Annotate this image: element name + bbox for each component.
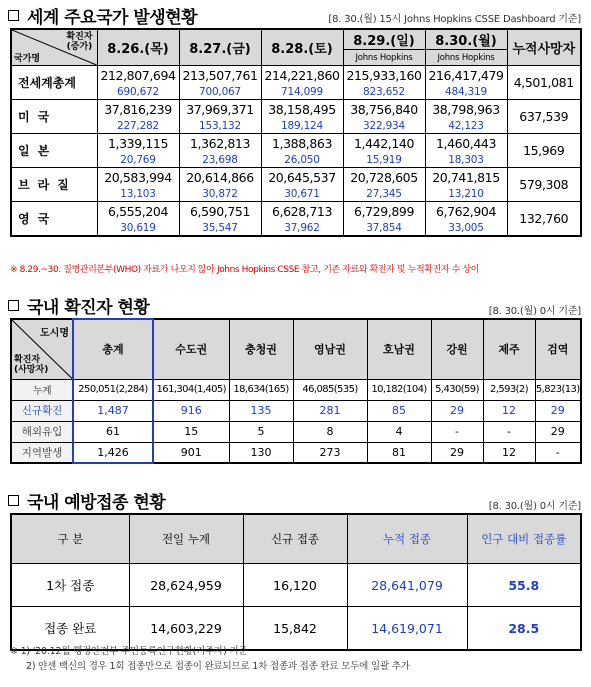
footnote-2: 2) 얀센 백신의 경우 1회 접종만으로 접종이 완료되므로 1차 접종과 접종 완료 모두에 일괄 추가 bbox=[26, 661, 410, 672]
total-cases-cell: 6,555,204 bbox=[97, 202, 179, 221]
country-name: 영국 bbox=[11, 202, 97, 236]
deaths-cell: 579,308 bbox=[507, 168, 581, 202]
row-label: 누계 bbox=[11, 379, 73, 400]
value-cell: 29 bbox=[431, 400, 483, 421]
value-cell: 1,426 bbox=[73, 442, 153, 463]
date-header: 8.30.(월) bbox=[425, 29, 507, 50]
column-header: 제주 bbox=[483, 319, 535, 379]
corner-top-label: 도시명 bbox=[40, 328, 69, 339]
world-status-table bbox=[10, 28, 582, 237]
column-header: 누적 접종 bbox=[347, 514, 467, 564]
rate-cell: 55.8 bbox=[467, 564, 581, 607]
increase-cell: 189,124 bbox=[261, 119, 343, 134]
increase-cell: 23,698 bbox=[179, 153, 261, 168]
column-header: 영남권 bbox=[293, 319, 367, 379]
deaths-cell: 637,539 bbox=[507, 100, 581, 134]
value-cell: 135 bbox=[229, 400, 293, 421]
value-cell: 12 bbox=[483, 400, 535, 421]
value-cell: 46,085(535) bbox=[293, 379, 367, 400]
value-cell: 250,051(2,284) bbox=[73, 379, 153, 400]
row-label: 신규확진 bbox=[11, 400, 73, 421]
increase-cell: 690,672 bbox=[97, 85, 179, 100]
footnote-1: ※ 1) '20.12월 행정안전부 주민등록인구현황(거주자) 기준 bbox=[10, 646, 248, 657]
corner-header bbox=[11, 319, 73, 379]
value-cell: 61 bbox=[73, 421, 153, 442]
column-header: 호남권 bbox=[367, 319, 431, 379]
increase-cell: 20,769 bbox=[97, 153, 179, 168]
deaths-cell: 15,969 bbox=[507, 134, 581, 168]
increase-cell: 33,005 bbox=[425, 221, 507, 236]
prev-total-cell: 14,603,229 bbox=[129, 607, 243, 651]
increase-cell: 13,103 bbox=[97, 187, 179, 202]
section2-source: [8. 30.(월) 0시 기준] bbox=[488, 306, 581, 317]
corner-bottom-label: 확진자 bbox=[14, 354, 41, 365]
total-cases-cell: 1,388,863 bbox=[261, 134, 343, 153]
row-label: 지역발생 bbox=[11, 442, 73, 463]
value-cell: 85 bbox=[367, 400, 431, 421]
value-cell: 29 bbox=[431, 442, 483, 463]
section3-title: 국내 예방접종 현황 bbox=[27, 492, 166, 513]
row-label: 해외유입 bbox=[11, 421, 73, 442]
date-header: 8.29.(일) bbox=[343, 29, 425, 50]
column-header: 검역 bbox=[535, 319, 581, 379]
value-cell: 5,430(59) bbox=[431, 379, 483, 400]
value-cell: - bbox=[535, 442, 581, 463]
column-header: 수도권 bbox=[153, 319, 229, 379]
country-name: 전세계총계 bbox=[11, 66, 97, 100]
value-cell: 8 bbox=[293, 421, 367, 442]
value-cell: 29 bbox=[535, 421, 581, 442]
checkbox-square-icon bbox=[8, 495, 19, 506]
value-cell: - bbox=[431, 421, 483, 442]
vaccination-table bbox=[10, 513, 582, 651]
date-header: 8.27.(금) bbox=[179, 29, 261, 66]
corner-bottom-label: 국가명 bbox=[14, 54, 41, 64]
increase-cell: 30,619 bbox=[97, 221, 179, 236]
source-label: Johns Hopkins bbox=[425, 50, 507, 66]
section3-source: [8. 30.(월) 0시 기준] bbox=[488, 501, 581, 512]
value-cell: 5 bbox=[229, 421, 293, 442]
checkbox-square-icon bbox=[8, 300, 19, 311]
checkbox-square-icon bbox=[8, 10, 19, 21]
section1-heading bbox=[8, 4, 197, 26]
increase-cell: 227,282 bbox=[97, 119, 179, 134]
value-cell: 10,182(104) bbox=[367, 379, 431, 400]
total-cases-cell: 38,158,495 bbox=[261, 100, 343, 119]
total-cases-cell: 38,756,840 bbox=[343, 100, 425, 119]
country-name: 미국 bbox=[11, 100, 97, 134]
value-cell: 130 bbox=[229, 442, 293, 463]
column-header: 총계 bbox=[73, 319, 153, 379]
value-cell: 5,823(13) bbox=[535, 379, 581, 400]
section3-heading bbox=[8, 489, 165, 511]
increase-cell: 153,132 bbox=[179, 119, 261, 134]
increase-cell: 18,303 bbox=[425, 153, 507, 168]
rate-cell: 28.5 bbox=[467, 607, 581, 651]
increase-cell: 37,854 bbox=[343, 221, 425, 236]
value-cell: 15 bbox=[153, 421, 229, 442]
increase-cell: 714,099 bbox=[261, 85, 343, 100]
total-cases-cell: 215,933,160 bbox=[343, 66, 425, 85]
section1-source: [8. 30.(월) 15시 Johns Hopkins CSSE Dashboard 기준] bbox=[328, 14, 581, 25]
section1-note: ※ 8.29.~30. 질병관리본부(WHO) 자료가 나오지 않아 Johns Hopkins CSSE 참고, 기존 자료와 확진자 및 누적확진자 수 상이 bbox=[10, 265, 479, 275]
total-cases-cell: 20,645,537 bbox=[261, 168, 343, 187]
value-cell: 12 bbox=[483, 442, 535, 463]
column-header: 신규 접종 bbox=[243, 514, 347, 564]
increase-cell: 27,345 bbox=[343, 187, 425, 202]
total-cases-cell: 20,614,866 bbox=[179, 168, 261, 187]
deaths-cell: 132,760 bbox=[507, 202, 581, 236]
total-cases-cell: 1,460,443 bbox=[425, 134, 507, 153]
column-header: 강원 bbox=[431, 319, 483, 379]
total-cases-cell: 1,362,813 bbox=[179, 134, 261, 153]
column-header: 인구 대비 접종률 bbox=[467, 514, 581, 564]
section1-title: 세계 주요국가 발생현황 bbox=[27, 7, 198, 28]
value-cell: 901 bbox=[153, 442, 229, 463]
prev-total-cell: 28,624,959 bbox=[129, 564, 243, 607]
value-cell: 916 bbox=[153, 400, 229, 421]
death-header: 누적사망자 bbox=[507, 29, 581, 66]
total-cases-cell: 38,798,963 bbox=[425, 100, 507, 119]
increase-cell: 322,934 bbox=[343, 119, 425, 134]
total-cases-cell: 212,807,694 bbox=[97, 66, 179, 85]
total-cases-cell: 1,339,115 bbox=[97, 134, 179, 153]
total-cases-cell: 37,969,371 bbox=[179, 100, 261, 119]
total-cases-cell: 213,507,761 bbox=[179, 66, 261, 85]
increase-cell: 30,872 bbox=[179, 187, 261, 202]
total-cases-cell: 37,816,239 bbox=[97, 100, 179, 119]
row-label: 1차 접종 bbox=[11, 564, 129, 607]
increase-cell: 484,319 bbox=[425, 85, 507, 100]
total-cases-cell: 216,417,479 bbox=[425, 66, 507, 85]
increase-cell: 26,050 bbox=[261, 153, 343, 168]
column-header: 구 분 bbox=[11, 514, 129, 564]
total-cases-cell: 6,729,899 bbox=[343, 202, 425, 221]
increase-cell: 823,652 bbox=[343, 85, 425, 100]
new-cell: 15,842 bbox=[243, 607, 347, 651]
corner-top-sub: (증가) bbox=[66, 42, 93, 52]
cumulative-cell: 14,619,071 bbox=[347, 607, 467, 651]
cumulative-cell: 28,641,079 bbox=[347, 564, 467, 607]
total-cases-cell: 1,442,140 bbox=[343, 134, 425, 153]
column-header: 충청권 bbox=[229, 319, 293, 379]
total-cases-cell: 6,590,751 bbox=[179, 202, 261, 221]
value-cell: 29 bbox=[535, 400, 581, 421]
corner-bottom-sub: (사망자) bbox=[14, 364, 49, 375]
deaths-cell: 4,501,081 bbox=[507, 66, 581, 100]
total-cases-cell: 214,221,860 bbox=[261, 66, 343, 85]
value-cell: 81 bbox=[367, 442, 431, 463]
value-cell: - bbox=[483, 421, 535, 442]
section2-heading bbox=[8, 294, 149, 316]
source-label: Johns Hopkins bbox=[343, 50, 425, 66]
total-cases-cell: 20,741,815 bbox=[425, 168, 507, 187]
date-header: 8.28.(토) bbox=[261, 29, 343, 66]
row-label: 접종 완료 bbox=[11, 607, 129, 651]
date-header: 8.26.(목) bbox=[97, 29, 179, 66]
value-cell: 2,593(2) bbox=[483, 379, 535, 400]
total-cases-cell: 20,728,605 bbox=[343, 168, 425, 187]
domestic-cases-table bbox=[10, 318, 582, 464]
increase-cell: 37,962 bbox=[261, 221, 343, 236]
increase-cell: 700,067 bbox=[179, 85, 261, 100]
country-name: 브라질 bbox=[11, 168, 97, 202]
value-cell: 4 bbox=[367, 421, 431, 442]
section2-title: 국내 확진자 현황 bbox=[27, 297, 150, 318]
column-header: 전일 누계 bbox=[129, 514, 243, 564]
value-cell: 1,487 bbox=[73, 400, 153, 421]
country-name: 일본 bbox=[11, 134, 97, 168]
increase-cell: 35,547 bbox=[179, 221, 261, 236]
increase-cell: 42,123 bbox=[425, 119, 507, 134]
total-cases-cell: 20,583,994 bbox=[97, 168, 179, 187]
corner-top-label: 확진자 bbox=[66, 32, 93, 42]
total-cases-cell: 6,762,904 bbox=[425, 202, 507, 221]
new-cell: 16,120 bbox=[243, 564, 347, 607]
increase-cell: 30,671 bbox=[261, 187, 343, 202]
value-cell: 18,634(165) bbox=[229, 379, 293, 400]
value-cell: 281 bbox=[293, 400, 367, 421]
value-cell: 273 bbox=[293, 442, 367, 463]
value-cell: 161,304(1,405) bbox=[153, 379, 229, 400]
increase-cell: 13,210 bbox=[425, 187, 507, 202]
increase-cell: 15,919 bbox=[343, 153, 425, 168]
corner-header bbox=[11, 29, 97, 66]
total-cases-cell: 6,628,713 bbox=[261, 202, 343, 221]
